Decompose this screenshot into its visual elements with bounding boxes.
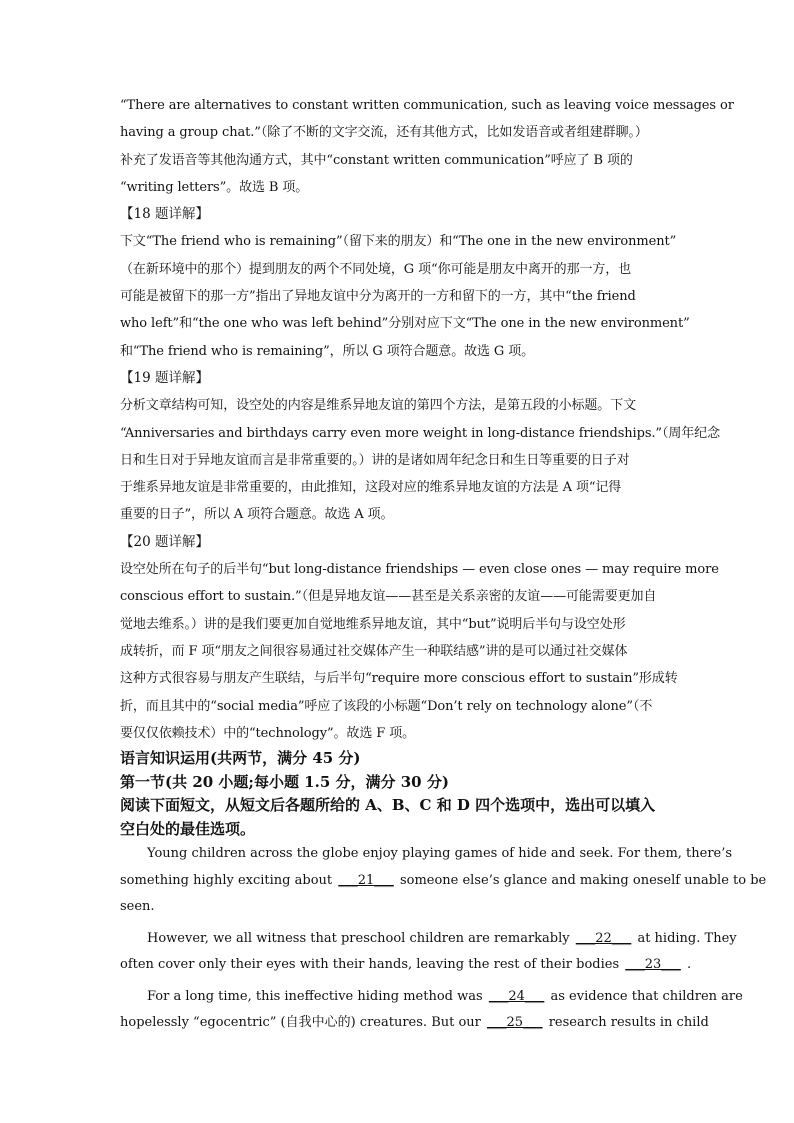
text-line: 觉地去维系。）讲的是我们要更加自觉地维系异地友谊，其中“but”说明后半句与设空处形	[120, 616, 626, 632]
q19-heading: 【19 题详解】	[120, 369, 209, 386]
blank-23: ___23___	[625, 957, 681, 973]
blank-25: ___25___	[487, 1015, 543, 1031]
blank-24: ___24___	[488, 988, 545, 1004]
text-line: conscious effort to sustain.”（但是异地友谊——甚至是关系亲密的友谊——可能需要更加自	[120, 589, 657, 605]
q19-explanation	[120, 392, 720, 528]
text-line: who left”和“the one who was left behind”分别对应下文“The one in the new environment”	[120, 316, 690, 332]
passage-text: For a long time, this ineffective hiding method was	[147, 988, 487, 1004]
passage-text: something highly exciting about	[120, 872, 337, 888]
passage-text: as evidence that children are	[546, 988, 743, 1004]
section-instruction: 空白处的最佳选项。	[120, 819, 256, 838]
q18-explanation	[120, 228, 690, 364]
text-line: “Anniversaries and birthdays carry even more weight in long-distance friendships.”（周年纪念	[120, 425, 720, 441]
passage-text: at hiding. They	[633, 930, 737, 946]
passage-line	[120, 1010, 709, 1037]
text-line: 补充了发语音等其他沟通方式，其中“constant written communication”呼应了 B 项的	[120, 152, 633, 168]
q18-heading: 【18 题详解】	[120, 206, 209, 223]
text-line: 重要的日子”，所以 A 项符合题意。故选 A 项。	[120, 507, 394, 523]
passage-line: seen.	[120, 899, 155, 915]
section-subtitle: 第一节(共 20 小题;每小题 1.5 分，满分 30 分)	[120, 772, 449, 791]
text-line: “writing letters”。故选 B 项。	[120, 179, 309, 195]
text-line: 要仅仅依赖技术）中的“technology”。故选 F 项。	[120, 725, 415, 741]
text-line: 和“The friend who is remaining”，所以 G 项符合题意。故选 G 项。	[120, 343, 535, 359]
text-line: 日和生日对于异地友谊而言是非常重要的。）讲的是诸如周年纪念日和生日等重要的日子对	[120, 452, 630, 468]
passage-text: someone else’s glance and making oneself unable to be	[395, 872, 767, 888]
q20-heading: 【20 题详解】	[120, 533, 209, 550]
passage-line	[120, 984, 743, 1011]
passage-line	[120, 868, 767, 895]
blank-21: ___21___	[338, 872, 394, 888]
passage-text: .	[682, 957, 692, 973]
text-line: 成转折，而 F 项“朋友之间很容易通过社交媒体产生一种联结感”讲的是可以通过社交媒体	[120, 643, 628, 659]
text-line: 分析文章结构可知，设空处的内容是维系异地友谊的第四个方法，是第五段的小标题。下文	[120, 398, 637, 414]
text-line: 折，而且其中的“social media”呼应了该段的小标题“Don’t rely on technology alone”（不	[120, 698, 653, 714]
document-page	[120, 92, 767, 1037]
text-line: 设空处所在句子的后半句“but long-distance friendships — even close ones — may require more	[120, 562, 719, 578]
passage-text: often cover only their eyes with their hands, leaving the rest of their bodies	[120, 957, 624, 973]
text-line: 可能是被留下的那一方”指出了异地友谊中分为离开的一方和留下的一方，其中“the friend	[120, 289, 636, 305]
passage-line	[120, 952, 692, 979]
text-line: （在新环境中的那个）提到朋友的两个不同处境，G 项“你可能是朋友中离开的那一方，也	[120, 261, 632, 277]
passage-line	[120, 926, 737, 953]
passage-text: hopelessly “egocentric” (自我中心的) creatures. But our	[120, 1015, 486, 1031]
text-line: 于维系异地友谊是非常重要的，由此推知，这段对应的维系异地友谊的方法是 A 项“记得	[120, 480, 622, 496]
blank-22: ___22___	[575, 930, 632, 946]
section-instruction: 阅读下面短文，从短文后各题所给的 A、B、C 和 D 四个选项中，选出可以填入	[120, 796, 656, 815]
section-title: 语言知识运用(共两节，满分 45 分)	[120, 749, 361, 768]
passage-text: research results in child	[544, 1015, 709, 1031]
text-line: 这种方式很容易与朋友产生联结，与后半句“require more conscious effort to sustain”形成转	[120, 671, 678, 687]
q17-explanation	[120, 92, 734, 201]
text-line: 下文“The friend who is remaining”（留下来的朋友）和“The one in the new environment”	[120, 234, 677, 250]
text-line: having a group chat.”（除了不断的文字交流，还有其他方式，比如发语音或者组建群聊。）	[120, 125, 648, 141]
cloze-passage	[120, 841, 767, 1037]
passage-text: However, we all witness that preschool children are remarkably	[147, 930, 574, 946]
q20-explanation	[120, 556, 719, 747]
passage-line: Young children across the globe enjoy playing games of hide and seek. For them, there’s	[147, 846, 733, 862]
text-line: “There are alternatives to constant written communication, such as leaving voice messages or	[120, 98, 734, 113]
